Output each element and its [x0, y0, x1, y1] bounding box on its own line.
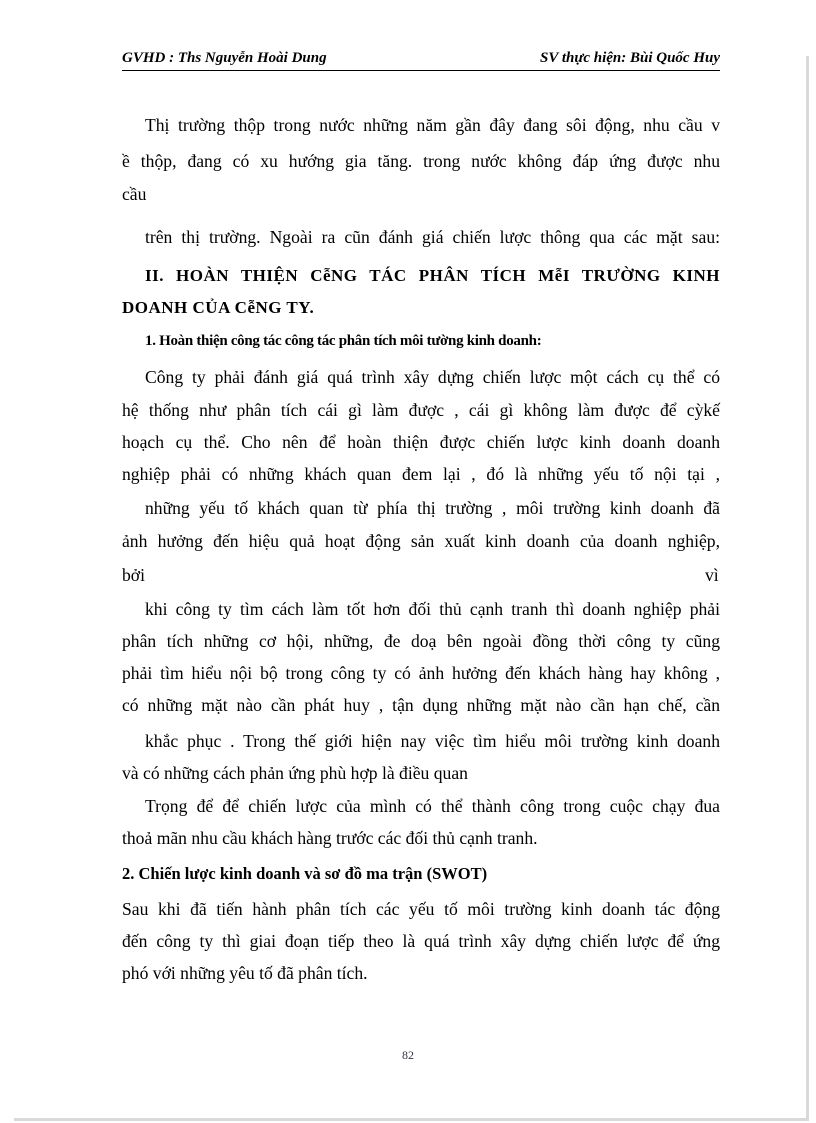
page-shadow-right: [806, 56, 809, 1121]
paragraph-line: phân tích những cơ hội, những, đe doạ bên ngoài đồng thời công ty cũng: [122, 631, 720, 651]
paragraph-line: ề thộp, đang có xu hướng gia tăng. trong nước không đáp ứng được nhu: [122, 151, 720, 171]
paragraph-line: Thị trường thộp trong nước những năm gần đây đang sôi động, nhu cầu v: [145, 115, 720, 135]
header-student: SV thực hiện: Bùi Quốc Huy: [540, 50, 720, 66]
paragraph-line: hệ thống như phân tích cái gì làm được , cái gì không làm được để cỳkế: [122, 400, 720, 420]
paragraph-line: Công ty phải đánh giá quá trình xây dựng chiến lược một cách cụ thể có: [145, 367, 720, 387]
page-header: [122, 48, 720, 71]
paragraph-line: phó với những yêu tố đã phân tích.: [122, 963, 368, 983]
paragraph-line: vì: [705, 565, 719, 585]
paragraph-line: nghiệp phải có những khách quan đem lại , đó là những yếu tố nội tại ,: [122, 464, 720, 484]
paragraph-line: trên thị trường. Ngoài ra cũn đánh giá chiến lược thông qua các mặt sau:: [145, 227, 720, 247]
section-heading: II. HOÀN THIỆN CễNG TÁC PHÂN TÍCH MễI TRƯỜNG KINH: [145, 266, 720, 285]
paragraph-line: cầu: [122, 184, 147, 204]
paragraph-line: những yếu tố khách quan từ phía thị trường , môi trường kinh doanh đã: [145, 498, 720, 518]
paragraph-line: khi công ty tìm cách làm tốt hơn đối thủ cạnh tranh thì doanh nghiệp phải: [145, 599, 720, 619]
paragraph-line: hoạch cụ thể. Cho nên để hoàn thiện được chiến lược kinh doanh doanh: [122, 432, 720, 452]
paragraph-line: khắc phục . Trong thế giới hiện nay việc tìm hiểu môi trường kinh doanh: [145, 731, 720, 751]
subsection-heading: 2. Chiến lược kinh doanh và sơ đồ ma trận (SWOT): [122, 864, 488, 883]
header-supervisor: GVHD : Ths Nguyễn Hoài Dung: [122, 50, 327, 66]
paragraph-line: có những mặt nào cần phát huy , tận dụng những mặt nào cần hạn chế, cần: [122, 695, 720, 715]
paragraph-line: và có những cách phản ứng phù hợp là điều quan: [122, 763, 468, 783]
paragraph-line: thoả mãn nhu cầu khách hàng trước các đối thủ cạnh tranh.: [122, 828, 538, 848]
paragraph-line: Trọng để để chiến lược của mình có thể thành công trong cuộc chạy đua: [145, 796, 720, 816]
subsection-heading: 1. Hoàn thiện công tác công tác phân tích môi tường kinh doanh:: [145, 333, 542, 349]
paragraph-line: phải tìm hiểu nội bộ trong công ty có ảnh hưởng đến khách hàng hay không ,: [122, 663, 720, 683]
section-heading-cont: DOANH CỦA CễNG TY.: [122, 298, 315, 317]
paragraph-line: ảnh hưởng đến hiệu quả hoạt động sản xuất kinh doanh của doanh nghiệp,: [122, 531, 720, 551]
page-number: 82: [402, 1048, 414, 1062]
paragraph-line: Sau khi đã tiến hành phân tích các yếu tố môi trường kinh doanh tác động: [122, 899, 720, 919]
page-shadow-bottom: [14, 1118, 809, 1121]
paragraph-line: bởi: [122, 565, 145, 585]
paragraph-line: đến công ty thì giai đoạn tiếp theo là quá trình xây dựng chiến lược để ứng: [122, 931, 720, 951]
